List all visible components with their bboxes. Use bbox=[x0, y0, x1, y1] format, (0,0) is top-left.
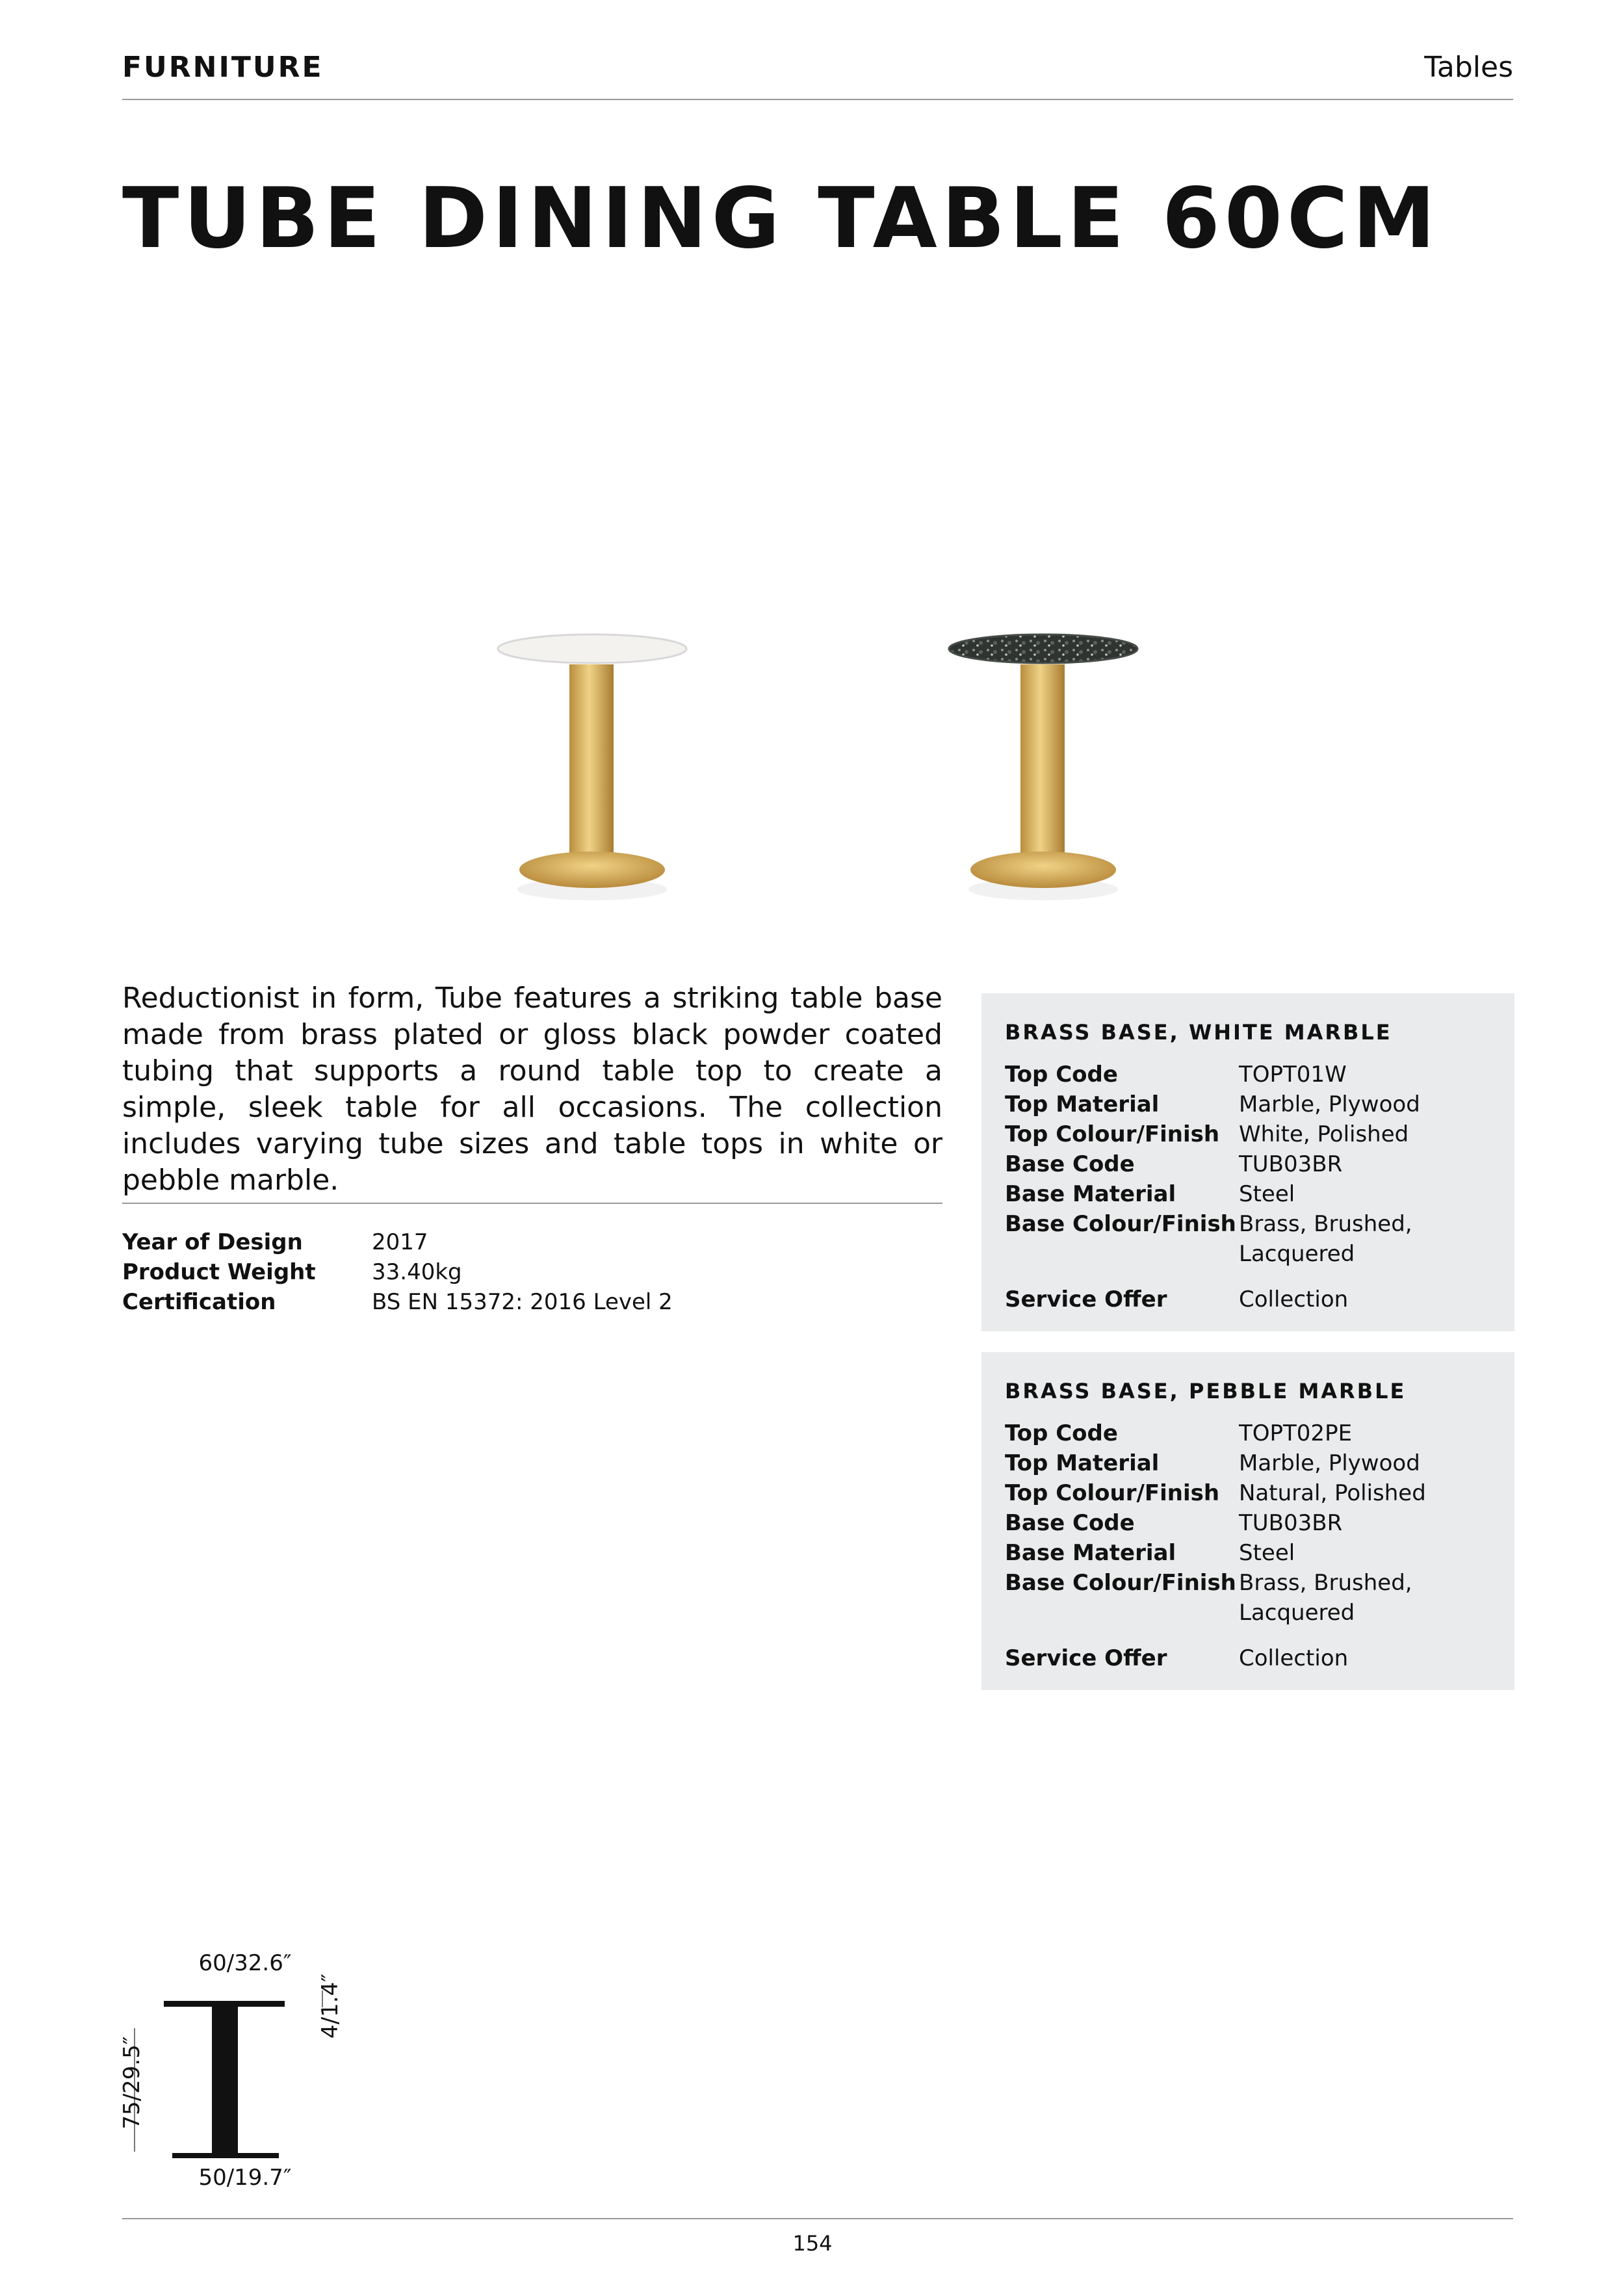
meta-label: Product Weight bbox=[122, 1259, 316, 1285]
table-dimension-drawing bbox=[114, 1950, 387, 2197]
spec-value: Steel bbox=[1239, 1181, 1295, 1207]
meta-row-year bbox=[122, 1227, 942, 1257]
page-number: 154 bbox=[792, 2231, 833, 2256]
white-marble-table-illustration bbox=[491, 629, 693, 902]
table-column-shape bbox=[212, 2007, 238, 2153]
product-description: Reductionist in form, Tube features a striking table base made from brass plated or gloss black powder coated tubing that supports a round table top to create a simple, sleek table for all occasions. The collection includes varying tube sizes and table tops in white or pebble marble. bbox=[122, 982, 942, 1197]
spec-row bbox=[1005, 1418, 1491, 1448]
spec-value: TOPT02PE bbox=[1239, 1420, 1353, 1446]
spec-label: Base Code bbox=[1005, 1151, 1135, 1177]
spec-row bbox=[1005, 1538, 1491, 1568]
page-header bbox=[122, 51, 1513, 100]
section-label: Tables bbox=[1424, 51, 1513, 84]
pebble-marble-table-illustration bbox=[942, 629, 1144, 902]
top-thickness-label: 4/1.4″ bbox=[317, 1974, 343, 2039]
meta-value: 33.40kg bbox=[372, 1259, 462, 1285]
meta-value: 2017 bbox=[372, 1229, 428, 1255]
spec-label: Top Code bbox=[1005, 1420, 1118, 1446]
spec-label: Base Colour/Finish bbox=[1005, 1570, 1236, 1596]
description-divider bbox=[122, 1203, 942, 1204]
spec-row bbox=[1005, 1179, 1491, 1209]
spec-label: Base Material bbox=[1005, 1181, 1176, 1207]
meta-label: Certification bbox=[122, 1289, 276, 1315]
spec-value: Collection bbox=[1239, 1286, 1349, 1312]
spec-label: Top Colour/Finish bbox=[1005, 1121, 1220, 1147]
product-title: TUBE DINING TABLE 60CM bbox=[122, 170, 1440, 267]
height-label: 75/29.5″ bbox=[119, 2036, 145, 2130]
variant-panel-white-marble bbox=[981, 993, 1514, 1331]
meta-label: Year of Design bbox=[122, 1229, 303, 1255]
spec-label: Top Colour/Finish bbox=[1005, 1480, 1220, 1506]
spec-row bbox=[1005, 1149, 1491, 1179]
spec-value: White, Polished bbox=[1239, 1121, 1409, 1147]
spec-value: TOPT01W bbox=[1239, 1062, 1347, 1088]
spec-value: Collection bbox=[1239, 1645, 1349, 1671]
spec-value: Marble, Plywood bbox=[1239, 1091, 1420, 1117]
spec-value: TUB03BR bbox=[1239, 1510, 1343, 1536]
spec-label: Base Colour/Finish bbox=[1005, 1211, 1236, 1237]
spec-row bbox=[1005, 1119, 1491, 1149]
spec-label: Top Material bbox=[1005, 1450, 1160, 1476]
table-top-shape bbox=[164, 2001, 285, 2007]
spec-label: Base Material bbox=[1005, 1540, 1176, 1566]
dimensions-diagram bbox=[114, 1950, 387, 2197]
product-meta bbox=[122, 1227, 942, 1317]
spec-row bbox=[1005, 1478, 1491, 1508]
spec-value: Steel bbox=[1239, 1540, 1295, 1566]
spec-row bbox=[1005, 1060, 1491, 1089]
spec-row bbox=[1005, 1568, 1491, 1628]
spec-label: Top Code bbox=[1005, 1062, 1118, 1088]
spec-row bbox=[1005, 1643, 1491, 1673]
meta-row-certification bbox=[122, 1287, 942, 1317]
spec-label: Base Code bbox=[1005, 1510, 1135, 1536]
footer-divider bbox=[122, 2218, 1513, 2219]
top-width-label: 60/32.6″ bbox=[198, 1950, 292, 1976]
spec-row bbox=[1005, 1285, 1491, 1314]
product-image-white-marble bbox=[491, 629, 693, 902]
base-width-label: 50/19.7″ bbox=[198, 2165, 292, 2191]
spec-label: Top Material bbox=[1005, 1091, 1160, 1117]
spec-row bbox=[1005, 1209, 1491, 1269]
table-base-shape bbox=[172, 2153, 279, 2158]
product-image-pebble-marble bbox=[942, 629, 1144, 902]
spec-row bbox=[1005, 1448, 1491, 1478]
spec-label: Service Offer bbox=[1005, 1645, 1167, 1671]
spec-value: Brass, Brushed, Lacquered bbox=[1239, 1570, 1412, 1626]
spec-value: Brass, Brushed, Lacquered bbox=[1239, 1211, 1412, 1267]
spec-value: TUB03BR bbox=[1239, 1151, 1343, 1177]
variant-panel-pebble-marble bbox=[981, 1352, 1514, 1690]
spec-value: Marble, Plywood bbox=[1239, 1450, 1420, 1476]
spec-value: Natural, Polished bbox=[1239, 1480, 1426, 1506]
category-label: FURNITURE bbox=[122, 51, 324, 84]
spec-label: Service Offer bbox=[1005, 1286, 1167, 1312]
meta-row-weight bbox=[122, 1257, 942, 1287]
spec-row bbox=[1005, 1089, 1491, 1119]
variant-title: BRASS BASE, PEBBLE MARBLE bbox=[1005, 1379, 1407, 1403]
variant-title: BRASS BASE, WHITE MARBLE bbox=[1005, 1020, 1392, 1045]
meta-value: BS EN 15372: 2016 Level 2 bbox=[372, 1289, 673, 1315]
spec-row bbox=[1005, 1508, 1491, 1538]
